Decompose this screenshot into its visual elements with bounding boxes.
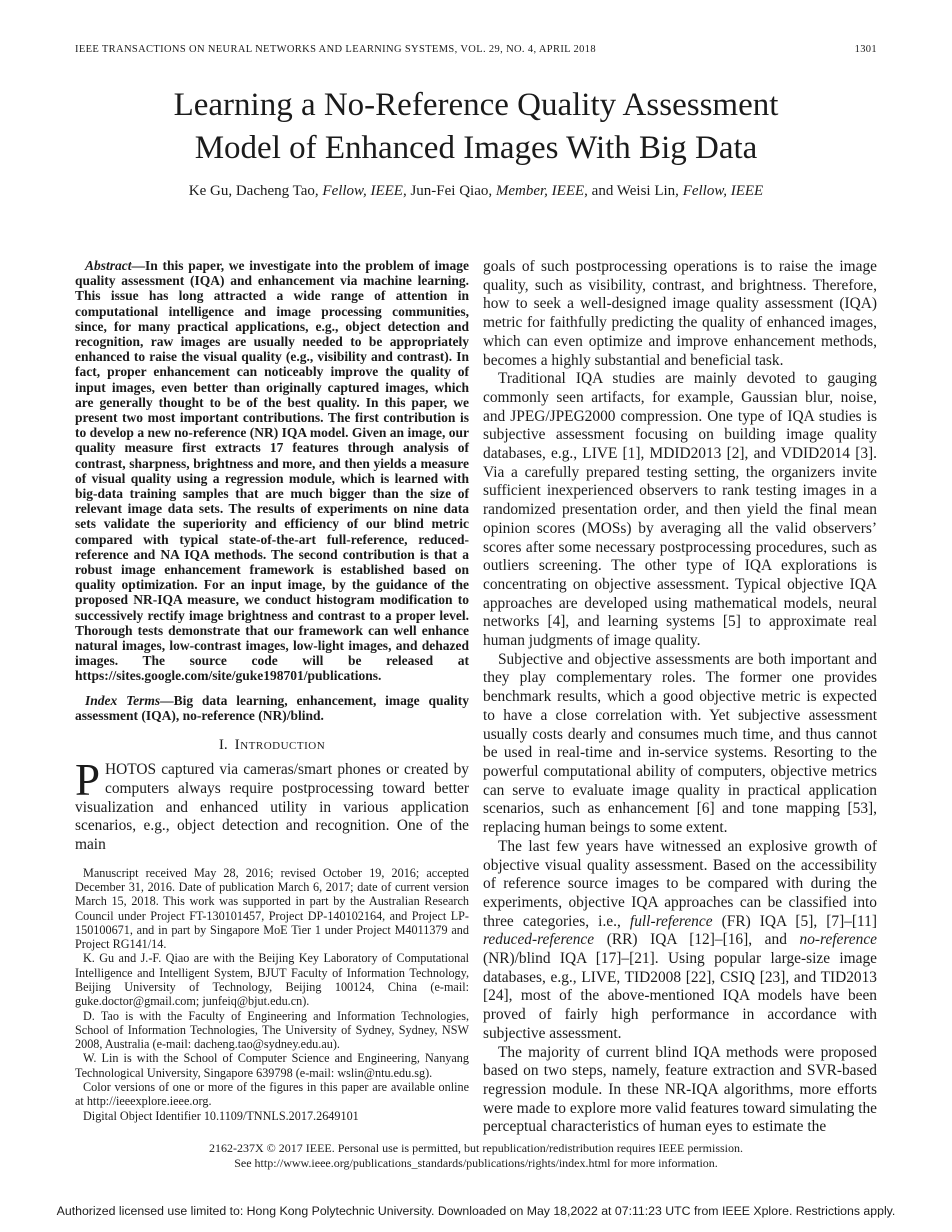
paragraph-iqa-categories [483, 838, 877, 1044]
term-reduced-reference: reduced-reference [483, 931, 595, 949]
paragraph-postprocessing-goals: goals of such postprocessing operations is to raise the image quality, such as visibility, contrast, and brightness. Therefore, how to seek a well-designed image quality assessment (IQA) metric for faithfully predicting the quality of enhanced images, which can even optimize and improve enhancement methods, becomes a highly substantial and beneficial task. [483, 258, 877, 369]
paragraph-traditional-iqa: Traditional IQA studies are mainly devoted to gauging commonly seen artifacts, for example, Gaussian blur, noise, and JPEG/JPEG2000 compression. One type of IQA studies is subjective assessment focusing on building image quality databases, e.g., LIVE [1], MDID2013 [2], and VDID2014 [3]. Via a carefully prepared testing setting, the organizers invite sufficient inexperienced observers to rank testing images in a randomized presentation order, and then yield the final mean opinion scores (MOSs) by averaging all the valid observers’ scores after some necessary postprocessing procedures, such as outliers screening. The other type of IQA explorations is concentrating on objective assessment. Typical objective IQA approaches are developed using mathematical models, neural networks [4], and learning systems [5] to approximate real human judgments of image quality. [483, 370, 877, 650]
authors-text: Ke Gu, Dacheng Tao, [188, 183, 323, 199]
footnote-doi: Digital Object Identifier 10.1109/TNNLS.2017.2649101 [83, 1108, 359, 1123]
authors-line [0, 183, 952, 200]
paper-title-line2: Model of Enhanced Images With Big Data [194, 130, 758, 166]
index-terms-paragraph [75, 693, 469, 723]
paragraph-iqa-categories-text: (NR)/blind IQA [17]–[21]. Using popular large-size image databases, e.g., LIVE, TID2008 [22], CSIQ [23], and TID2013 [24], most of the above-mentioned IQA models have been proved of fairly high performance in accordance with subjective assessment. [483, 950, 877, 1042]
term-full-reference: full-reference [629, 912, 713, 930]
copyright-url-line: See http://www.ieee.org/publications_standards/publications/rights/index.html for more information. [234, 1156, 718, 1170]
paragraph-subjective-objective: Subjective and objective assessments are both important and they play complementary roles. The former one provides benchmark results, which a good objective metric is expected to have a close correlation with. Yet subjective assessment usually costs dearly and consumes much time, and thus cannot be used in real-time and in-service systems. Resorting to the powerful computational ability of computers, objective metrics can serve to evaluate image quality in practical application scenarios, such as enhancement [6] and tone mapping [53], replacing human beings to some extent. [483, 650, 877, 837]
abstract-label: Abstract [85, 258, 132, 273]
index-terms-label: Index Terms [85, 692, 161, 708]
footnote-affiliation-tao: D. Tao is with the Faculty of Engineering and Information Technologies, School of Information Technologies, The University of Sydney, Sydney, NSW 2008, Australia (e-mail: dacheng.tao@sydney.edu.au). [75, 1008, 469, 1052]
footnote-color-versions: Color versions of one or more of the figures in this paper are available online at http://ieeexplore.ieee.org. [75, 1080, 469, 1109]
section-heading-introduction [75, 736, 469, 754]
first-page-footnotes [75, 866, 469, 1123]
author-affiliation-lin: Fellow, IEEE [682, 183, 764, 199]
copyright-footer [0, 1141, 952, 1171]
paragraph-iqa-categories-text: (FR) IQA [5], [7]–[11] [712, 912, 877, 930]
paper-title [0, 84, 952, 170]
footnote-manuscript-history: Manuscript received May 28, 2016; revised October 19, 2016; accepted December 31, 2016. Date of publication March 6, 2017; date of current version March 15, 2018. This work was supported in part by the Australian Research Council under Project FT-130101457, Project DP-140102164, and Project LP-150100671, and in part by Singapore MoE Tier 1 under Project M4011379 and Project RG141/14. [75, 865, 469, 952]
paragraph-iqa-categories-text: The last few years have witnessed an explosive growth of objective visual quality assessment. Based on the accessibility of reference source images to be compared with during the experiments, objective IQA approaches can be classified into three categories, i.e., [483, 837, 877, 930]
footnote-affiliation-gu-qiao: K. Gu and J.-F. Qiao are with the Beijing Key Laboratory of Computational Intelligence and Intelligent System, BJUT Faculty of Information Technology, Beijing University of Technology, Beijing 100124, China (e-mail: guke.doctor@gmail.com; junfeiq@bjut.edu.cn). [75, 951, 469, 1009]
authors-text: , and Weisi Lin, [584, 183, 683, 199]
intro-paragraph [75, 755, 469, 855]
license-stamp: Authorized licensed use limited to: Hong Kong Polytechnic University. Downloaded on May 18,2022 at 07:11:23 UTC from IEEE Xplore. Restrictions apply. [56, 1204, 896, 1218]
two-column-body [75, 258, 877, 1137]
abstract-paragraph [75, 258, 469, 684]
copyright-line: 2162-237X © 2017 IEEE. Personal use is permitted, but republication/redistribution requires IEEE permission. [208, 1141, 743, 1155]
left-column [75, 258, 469, 1137]
paragraph-iqa-categories-text: (RR) IQA [12]–[16], and [594, 931, 800, 949]
running-header [75, 44, 877, 55]
index-terms-text: —Big data learning, enhancement, image quality assessment (IQA), no-reference (NR)/blind. [75, 692, 469, 723]
author-affiliation-tao: Fellow, IEEE [322, 183, 403, 199]
paragraph-blind-iqa-steps: The majority of current blind IQA methods were proposed based on two steps, namely, feature extraction and SVR-based regression module. In these NR-IQA algorithms, more efforts were made to explore more valid features toward simulating the perceptual characteristics of human eyes to estimate the [483, 1043, 877, 1136]
section-number: I. [218, 736, 228, 754]
abstract-text: —In this paper, we investigate into the problem of image quality assessment (IQA) and enhancement via machine learning. This issue has long attracted a wide range of attention in computational intelligence and image processing communities, since, for many practical applications, e.g., object detection and recognition, raw images are usually needed to be appropriately enhanced to raise the visual quality (e.g., visibility and contrast). In fact, proper enhancement can noticeably improve the quality of input images, even better than originally captured images, which are generally thought to be of the best quality. In this paper, we present two most important contributions. The first contribution is to develop a new no-reference (NR) IQA model. Given an image, our quality measure first extracts 17 features through analysis of contrast, sharpness, brightness and more, and then yields a measure of visual quality using a regression module, which is learned with big-data training samples that are much bigger than the size of relevant image data sets. The results of experiments on nine data sets validate the superiority and efficiency of our blind metric compared with typical state-of-the-art full-reference, reduced-reference and NA IQA methods. The second contribution is that a robust image enhancement framework is established based on quality optimization. For an input image, by the guidance of the proposed NR-IQA measure, we conduct histogram modification to successively rectify image brightness and contrast to a proper level. Thorough tests demonstrate that our framework can well enhance natural images, low-contrast images, low-light images, and dehazed images. The source code will be released at https://sites.google.com/site/guke198701/publications. [75, 258, 469, 684]
right-column [483, 258, 877, 1137]
author-affiliation-qiao: Member, IEEE [495, 183, 585, 199]
drop-cap: P [75, 755, 101, 806]
term-no-reference: no-reference [799, 931, 877, 949]
footnote-affiliation-lin: W. Lin is with the School of Computer Science and Engineering, Nanyang Technological University, Singapore 639798 (e-mail: wslin@ntu.edu.sg). [75, 1051, 469, 1080]
paper-title-line1: Learning a No-Reference Quality Assessment [173, 87, 779, 123]
title-block [0, 84, 952, 200]
intro-paragraph-text: HOTOS captured via cameras/smart phones or created by computers always require postprocessing toward better visualization and enhanced utility in various application scenarios, e.g., object detection and recognition. One of the main [75, 761, 469, 853]
journal-header-text: IEEE TRANSACTIONS ON NEURAL NETWORKS AND LEARNING SYSTEMS, VOL. 29, NO. 4, APRIL 2018 [75, 44, 596, 55]
section-title: Introduction [234, 736, 326, 754]
intro-text-block [75, 755, 469, 855]
authors-text: , Jun-Fei Qiao, [402, 183, 496, 199]
page-number: 1301 [854, 44, 877, 55]
